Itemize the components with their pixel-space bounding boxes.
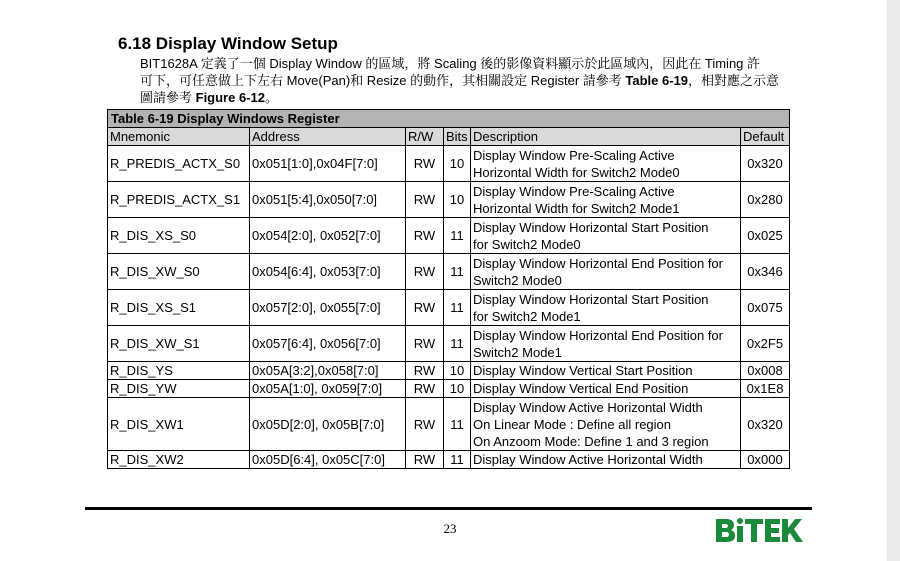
page-edge — [887, 0, 900, 561]
page-number: 23 — [443, 521, 457, 536]
intro-line-3-text: 圖請參考 — [140, 90, 196, 105]
description-line: Display Window Pre-Scaling Active — [473, 183, 675, 199]
description-line: Display Window Active Horizontal Width — [473, 452, 703, 467]
cell-rw: RW — [406, 326, 444, 362]
description-line: On Linear Mode : Define all region — [473, 416, 672, 432]
cell-bits: 11 — [444, 290, 471, 326]
cell-default: 0x1E8 — [741, 380, 790, 398]
description-line: Switch2 Mode1 — [473, 344, 562, 360]
cell-bits: 10 — [444, 362, 471, 380]
table-caption: Table 6-19 Display Windows Register — [108, 110, 790, 128]
cell-mnemonic: R_DIS_XW1 — [108, 398, 250, 451]
cell-mnemonic: R_PREDIS_ACTX_S0 — [108, 146, 250, 182]
cell-description — [471, 218, 741, 254]
cell-bits: 11 — [444, 451, 471, 469]
cell-mnemonic: R_DIS_YW — [108, 380, 250, 398]
register-table — [107, 109, 790, 469]
bitek-logo-graphic — [714, 517, 810, 543]
table-row — [108, 290, 790, 326]
cell-rw: RW — [406, 451, 444, 469]
bitek-logo — [714, 517, 810, 543]
cell-bits: 10 — [444, 146, 471, 182]
cell-description — [471, 362, 741, 380]
description-line: Display Window Horizontal End Position for — [473, 327, 723, 343]
cell-bits: 10 — [444, 380, 471, 398]
table-row — [108, 182, 790, 218]
table-row — [108, 218, 790, 254]
cell-rw: RW — [406, 254, 444, 290]
cell-description — [471, 380, 741, 398]
cell-mnemonic: R_DIS_XW_S0 — [108, 254, 250, 290]
cell-rw: RW — [406, 398, 444, 451]
cell-address: 0x054[2:0], 0x052[7:0] — [250, 218, 406, 254]
table-row — [108, 326, 790, 362]
table-row — [108, 254, 790, 290]
cell-default: 0x075 — [741, 290, 790, 326]
description-line: Display Window Horizontal Start Position — [473, 219, 709, 235]
cell-rw: RW — [406, 146, 444, 182]
figure-reference: Figure 6-12 — [195, 90, 265, 105]
cell-mnemonic: R_PREDIS_ACTX_S1 — [108, 182, 250, 218]
header-description: Description — [471, 128, 741, 146]
cell-mnemonic: R_DIS_XW_S1 — [108, 326, 250, 362]
cell-default: 0x320 — [741, 146, 790, 182]
description-line: Display Window Active Horizontal Width — [473, 399, 703, 415]
header-rw: R/W — [406, 128, 444, 146]
description-line: for Switch2 Mode1 — [473, 308, 581, 324]
cell-address: 0x05D[6:4], 0x05C[7:0] — [250, 451, 406, 469]
cell-address: 0x054[6:4], 0x053[7:0] — [250, 254, 406, 290]
description-line: Horizontal Width for Switch2 Mode1 — [473, 200, 680, 216]
header-default: Default — [741, 128, 790, 146]
intro-paragraph — [140, 55, 812, 106]
cell-bits: 11 — [444, 398, 471, 451]
description-line: Display Window Horizontal Start Position — [473, 291, 709, 307]
table-row — [108, 398, 790, 451]
description-line: Display Window Vertical End Position — [473, 381, 689, 396]
cell-description — [471, 146, 741, 182]
cell-default: 0x320 — [741, 398, 790, 451]
section-title: 6.18 Display Window Setup — [118, 34, 338, 53]
cell-default: 0x346 — [741, 254, 790, 290]
table-row — [108, 451, 790, 469]
cell-address: 0x05A[3:2],0x058[7:0] — [250, 362, 406, 380]
table-row — [108, 146, 790, 182]
cell-default: 0x2F5 — [741, 326, 790, 362]
cell-default: 0x025 — [741, 218, 790, 254]
cell-rw: RW — [406, 362, 444, 380]
description-line: Horizontal Width for Switch2 Mode0 — [473, 164, 680, 180]
footer-rule — [85, 507, 812, 510]
table-reference: Table 6-19 — [625, 73, 689, 88]
cell-mnemonic: R_DIS_XW2 — [108, 451, 250, 469]
cell-default: 0x000 — [741, 451, 790, 469]
cell-rw: RW — [406, 290, 444, 326]
intro-line-2-tail: ，相對應之示意 — [688, 73, 780, 88]
cell-address: 0x051[5:4],0x050[7:0] — [250, 182, 406, 218]
description-line: Display Window Vertical Start Position — [473, 363, 693, 378]
intro-line-3-tail: 。 — [264, 90, 278, 105]
cell-bits: 10 — [444, 182, 471, 218]
cell-description — [471, 398, 741, 451]
cell-address: 0x05A[1:0], 0x059[7:0] — [250, 380, 406, 398]
cell-bits: 11 — [444, 218, 471, 254]
cell-mnemonic: R_DIS_YS — [108, 362, 250, 380]
cell-address: 0x057[6:4], 0x056[7:0] — [250, 326, 406, 362]
description-line: On Anzoom Mode: Define 1 and 3 region — [473, 433, 709, 449]
cell-default: 0x280 — [741, 182, 790, 218]
cell-description — [471, 326, 741, 362]
cell-address: 0x05D[2:0], 0x05B[7:0] — [250, 398, 406, 451]
cell-mnemonic: R_DIS_XS_S1 — [108, 290, 250, 326]
description-line: Display Window Pre-Scaling Active — [473, 147, 675, 163]
intro-line-2-text: 可下，可任意做上下左右 Move(Pan)和 Resize 的動作，其相關設定 Register 請參考 — [140, 73, 626, 88]
table-caption-row — [108, 110, 790, 128]
description-line: for Switch2 Mode0 — [473, 236, 581, 252]
cell-rw: RW — [406, 182, 444, 218]
cell-mnemonic: R_DIS_XS_S0 — [108, 218, 250, 254]
cell-description — [471, 182, 741, 218]
cell-description — [471, 451, 741, 469]
intro-line-2 — [140, 72, 812, 89]
cell-description — [471, 254, 741, 290]
cell-description — [471, 290, 741, 326]
description-line: Switch2 Mode0 — [473, 272, 562, 288]
cell-rw: RW — [406, 380, 444, 398]
cell-default: 0x008 — [741, 362, 790, 380]
header-address: Address — [250, 128, 406, 146]
cell-rw: RW — [406, 218, 444, 254]
cell-bits: 11 — [444, 326, 471, 362]
cell-bits: 11 — [444, 254, 471, 290]
description-line: Display Window Horizontal End Position for — [473, 255, 723, 271]
intro-line-1: BIT1628A 定義了一個 Display Window 的區域，將 Scaling 後的影像資料顯示於此區域內，因此在 Timing 許 — [140, 56, 761, 71]
cell-address: 0x051[1:0],0x04F[7:0] — [250, 146, 406, 182]
intro-line-3 — [140, 89, 812, 106]
header-mnemonic: Mnemonic — [108, 128, 250, 146]
header-bits: Bits — [444, 128, 471, 146]
cell-address: 0x057[2:0], 0x055[7:0] — [250, 290, 406, 326]
table-header-row — [108, 128, 790, 146]
table-row — [108, 380, 790, 398]
table-row — [108, 362, 790, 380]
